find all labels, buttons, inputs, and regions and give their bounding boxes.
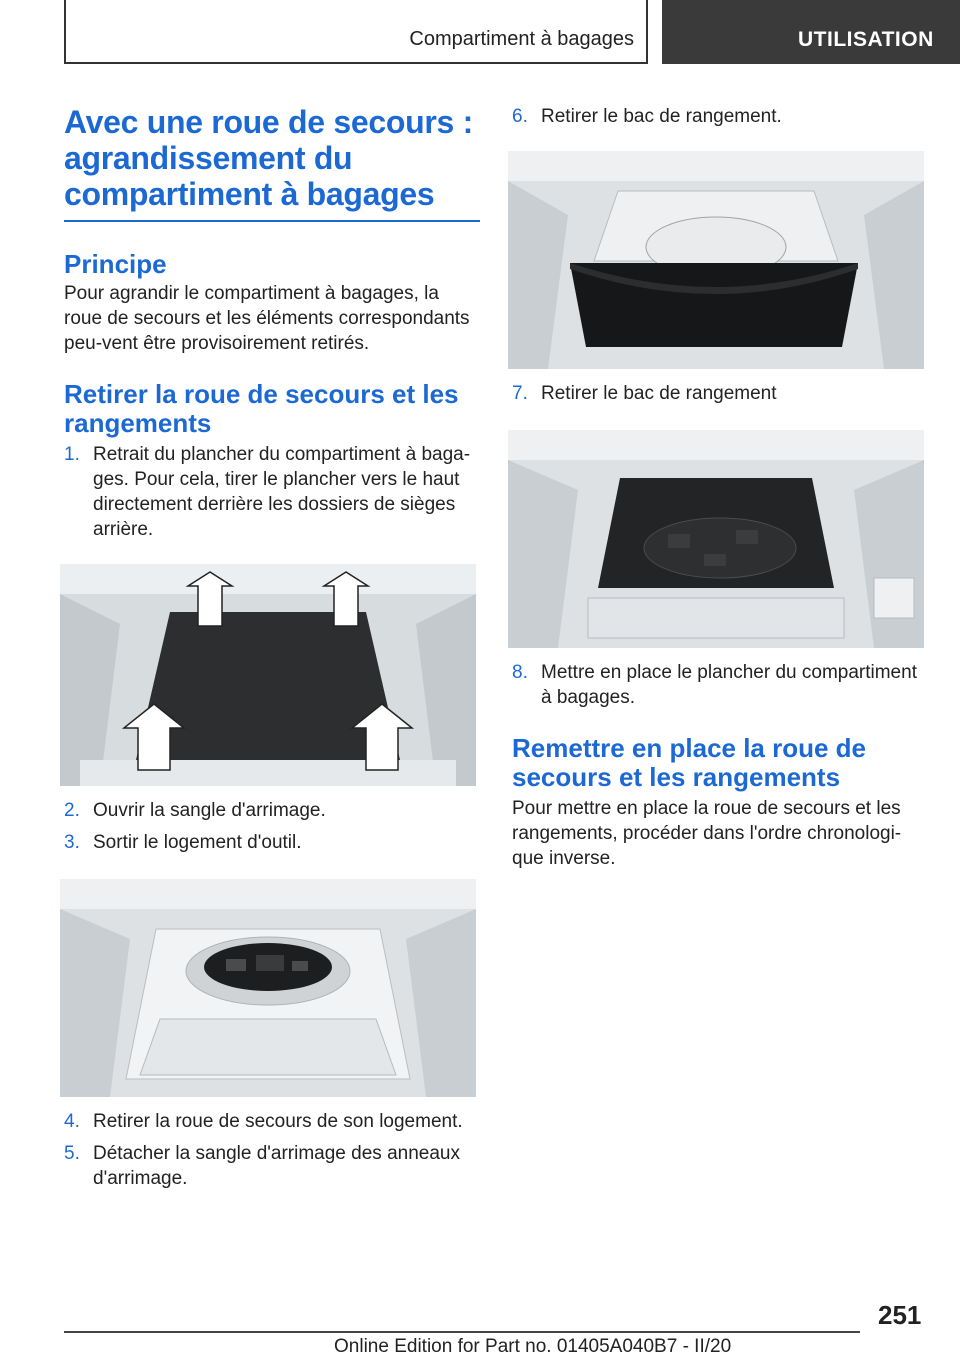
step-number: 3. bbox=[64, 832, 80, 853]
trunk-floor-image bbox=[60, 564, 476, 786]
step-text: Détacher la sangle d'arrimage des anneaux d'arrimage. bbox=[93, 1143, 460, 1189]
page-number: 251 bbox=[878, 1300, 922, 1330]
step-2 bbox=[64, 798, 480, 823]
step-1 bbox=[64, 442, 480, 542]
foam-insert-image bbox=[508, 430, 924, 648]
step-number: 8. bbox=[512, 662, 528, 683]
right-column bbox=[512, 104, 928, 871]
storage-tray-image bbox=[508, 151, 924, 369]
step-text: Retrait du plancher du compartiment à baga-ges. Pour cela, tirer le plancher vers le haut directement derrière les dossiers de sièges arrière. bbox=[93, 444, 471, 540]
step-6 bbox=[512, 104, 928, 129]
step-number: 7. bbox=[512, 383, 528, 404]
footer-edition: Online Edition for Part no. 01405A040B7 - II/20 bbox=[334, 1336, 732, 1357]
remove-heading: Retirer la roue de secours et les rangements bbox=[64, 379, 459, 438]
page-title: Avec une roue de secours : agrandissement du compartiment à bagages bbox=[64, 104, 480, 222]
step-number: 1. bbox=[64, 444, 80, 465]
step-7 bbox=[512, 381, 928, 406]
step-text: Retirer le bac de rangement bbox=[541, 383, 777, 404]
spare-wheel-well-image bbox=[60, 879, 476, 1097]
header-chapter-box bbox=[662, 0, 960, 64]
refit-text: Pour mettre en place la roue de secours et les rangements, procéder dans l'ordre chronologi-que inverse. bbox=[512, 798, 902, 869]
step-number: 4. bbox=[64, 1111, 80, 1132]
step-8 bbox=[512, 660, 928, 710]
step-text: Sortir le logement d'outil. bbox=[93, 832, 302, 853]
footer-divider bbox=[64, 1331, 860, 1333]
step-4 bbox=[64, 1109, 480, 1134]
principle-text: Pour agrandir le compartiment à bagages, la roue de secours et les éléments correspondants peu-vent être provisoirement retirés. bbox=[64, 283, 470, 354]
step-text: Retirer la roue de secours de son logement. bbox=[93, 1111, 463, 1132]
left-column bbox=[64, 104, 480, 1191]
step-text: Ouvrir la sangle d'arrimage. bbox=[93, 800, 326, 821]
step-number: 6. bbox=[512, 106, 528, 127]
header-chapter-title: UTILISATION bbox=[798, 28, 934, 51]
step-number: 5. bbox=[64, 1143, 80, 1164]
header-section-title: Compartiment à bagages bbox=[409, 28, 634, 50]
step-3 bbox=[64, 830, 480, 855]
step-5 bbox=[64, 1141, 480, 1191]
step-number: 2. bbox=[64, 800, 80, 821]
header-section-box bbox=[64, 0, 648, 64]
refit-heading: Remettre en place la roue de secours et les rangements bbox=[512, 733, 867, 792]
step-text: Retirer le bac de rangement. bbox=[541, 106, 782, 127]
principle-heading: Principe bbox=[64, 249, 167, 279]
step-text: Mettre en place le plancher du compartiment à bagages. bbox=[541, 662, 917, 708]
